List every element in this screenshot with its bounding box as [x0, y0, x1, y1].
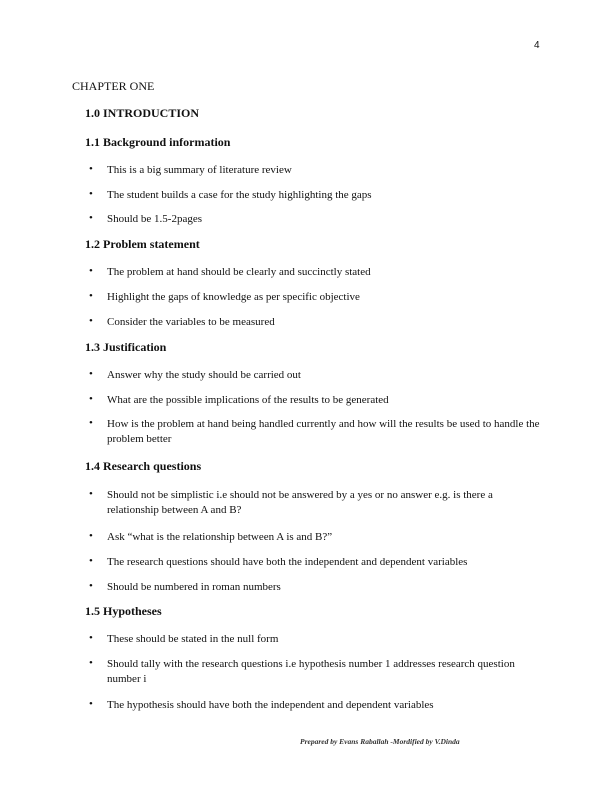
list-item: Should be numbered in roman numbers — [107, 581, 281, 593]
footer-credit: Prepared by Evans Raballah -Mordified by V.Dinda — [300, 737, 460, 746]
list-item: What are the possible implications of the results to be generated — [107, 394, 389, 406]
bullet-icon: • — [89, 580, 93, 592]
bullet-icon: • — [89, 393, 93, 405]
list-item: This is a big summary of literature review — [107, 164, 292, 176]
bullet-icon: • — [89, 632, 93, 644]
bullet-icon: • — [89, 368, 93, 380]
list-item: The hypothesis should have both the independent and dependent variables — [107, 699, 434, 711]
list-item: The problem at hand should be clearly and succinctly stated — [107, 266, 371, 278]
section-heading: 1.4 Research questions — [85, 459, 202, 473]
chapter-title: CHAPTER ONE — [72, 79, 155, 93]
list-item: Consider the variables to be measured — [107, 316, 275, 328]
list-item: Ask “what is the relationship between A is and B?” — [107, 531, 333, 543]
bullet-icon: • — [89, 188, 93, 200]
section-heading: 1.3 Justification — [85, 340, 167, 354]
bullet-icon: • — [89, 315, 93, 327]
bullet-icon: • — [89, 698, 93, 710]
page-number: 4 — [534, 40, 540, 51]
bullet-icon: • — [89, 212, 93, 224]
list-item: Answer why the study should be carried out — [107, 369, 301, 381]
bullet-icon: • — [89, 163, 93, 175]
bullet-icon: • — [89, 555, 93, 567]
bullet-icon: • — [89, 265, 93, 277]
section-heading: 1.1 Background information — [85, 135, 231, 149]
section-heading: 1.2 Problem statement — [85, 237, 200, 251]
list-item: These should be stated in the null form — [107, 633, 279, 645]
bullet-icon: • — [89, 290, 93, 302]
intro-heading: 1.0 INTRODUCTION — [85, 106, 200, 120]
list-item: The student builds a case for the study highlighting the gaps — [107, 189, 372, 201]
section-heading: 1.5 Hypotheses — [85, 604, 162, 618]
bullet-icon: • — [89, 530, 93, 542]
list-item: Should be 1.5-2pages — [107, 213, 203, 225]
list-item: Highlight the gaps of knowledge as per specific objective — [107, 291, 360, 303]
bullet-icon: • — [89, 657, 93, 669]
list-item: The research questions should have both the independent and dependent variables — [107, 556, 468, 568]
list-item: Should tally with the research questions i.e hypothesis number 1 addresses research question number i — [107, 658, 515, 685]
bullet-icon: • — [89, 488, 93, 500]
list-item: How is the problem at hand being handled currently and how will the results be used to handle the problem better — [107, 418, 540, 445]
list-item: Should not be simplistic i.e should not be answered by a yes or no answer e.g. is there a relationship between A and B? — [107, 489, 493, 516]
bullet-icon: • — [89, 417, 93, 429]
